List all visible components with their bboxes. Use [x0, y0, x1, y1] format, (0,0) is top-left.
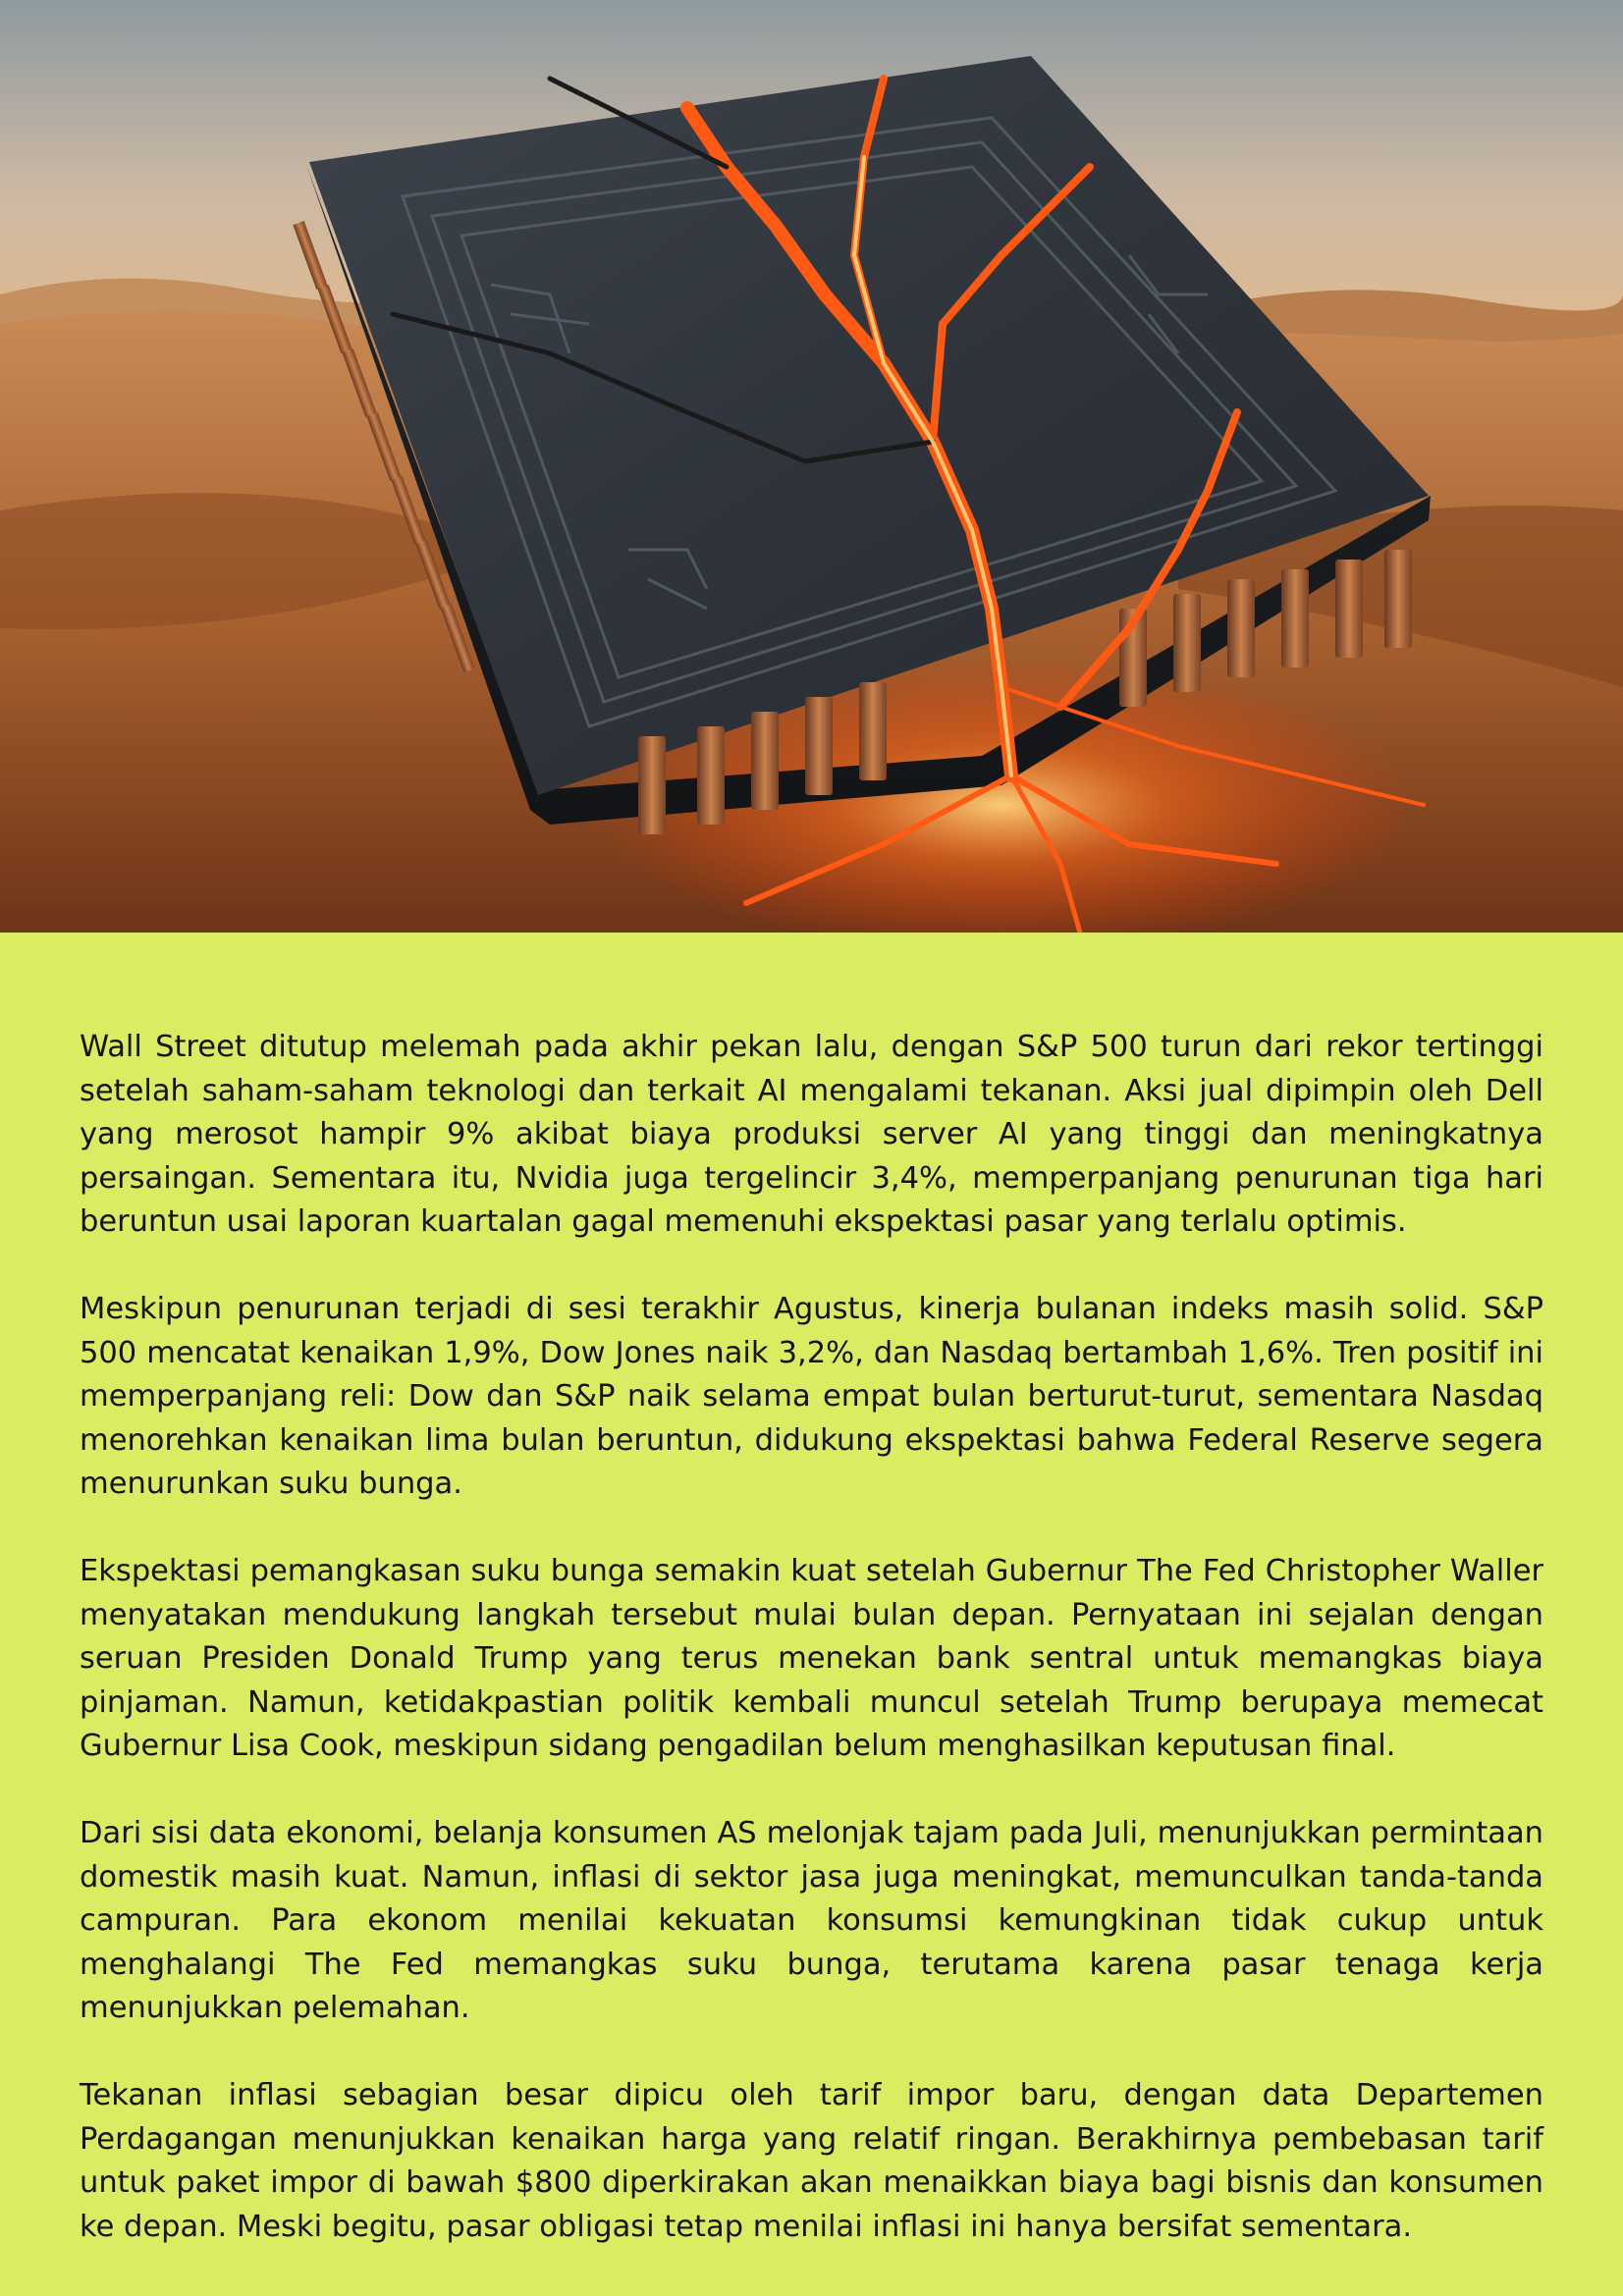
article-body [80, 1026, 1543, 2249]
paragraph-3: Ekspektasi pemangkasan suku bunga semakin kuat setelah Gubernur The Fed Christopher Waller menyatakan mendukung langkah tersebut mulai bulan depan. Pernyataan ini sejalan dengan seruan Presiden Donald Trump yang terus menekan bank sentral untuk memangkas biaya pinjaman. Namun, ketidakpastian politik kembali muncul setelah Trump berupaya memecat Gubernur Lisa Cook, meskipun sidang pengadilan belum menghasilkan keputusan final. [80, 1554, 1543, 1763]
hero-image [0, 0, 1623, 933]
cracked-chip-in-desert-icon [0, 0, 1623, 933]
paragraph-5: Tekanan inflasi sebagian besar dipicu oleh tarif impor baru, dengan data Departemen Perdagangan menunjukkan kenaikan harga yang relatif ringan. Berakhirnya pembebasan tarif untuk paket impor di bawah $800 diperkirakan akan menaikkan biaya bagi bisnis dan konsumen ke depan. Meski begitu, pasar obligasi tetap menilai inflasi ini hanya bersifat sementara. [80, 2078, 1543, 2244]
paragraph-4: Dari sisi data ekonomi, belanja konsumen AS melonjak tajam pada Juli, menunjukkan permintaan domestik masih kuat. Namun, inflasi di sektor jasa juga meningkat, memunculkan tanda-tanda campuran. Para ekonom menilai kekuatan konsumsi kemungkinan tidak cukup untuk menghalangi The Fed memangkas suku bunga, terutama karena pasar tenaga kerja menunjukkan pelemahan. [80, 1816, 1543, 2025]
paragraph-1: Wall Street ditutup melemah pada akhir pekan lalu, dengan S&P 500 turun dari rekor tertinggi setelah saham-saham teknologi dan terkait AI mengalami tekanan. Aksi jual dipimpin oleh Dell yang merosot hampir 9% akibat biaya produksi server AI yang tinggi dan meningkatnya persaingan. Sementara itu, Nvidia juga tergelincir 3,4%, memperpanjang penurunan tiga hari beruntun usai laporan kuartalan gagal memenuhi ekspektasi pasar yang terlalu optimis. [80, 1030, 1543, 1239]
paragraph-2: Meskipun penurunan terjadi di sesi terakhir Agustus, kinerja bulanan indeks masih solid. S&P 500 mencatat kenaikan 1,9%, Dow Jones naik 3,2%, dan Nasdaq bertambah 1,6%. Tren positif ini memperpanjang reli: Dow dan S&P naik selama empat bulan berturut-turut, sementara Nasdaq menorehkan kenaikan lima bulan beruntun, didukung ekspektasi bahwa Federal Reserve segera menurunkan suku bunga. [80, 1292, 1543, 1501]
